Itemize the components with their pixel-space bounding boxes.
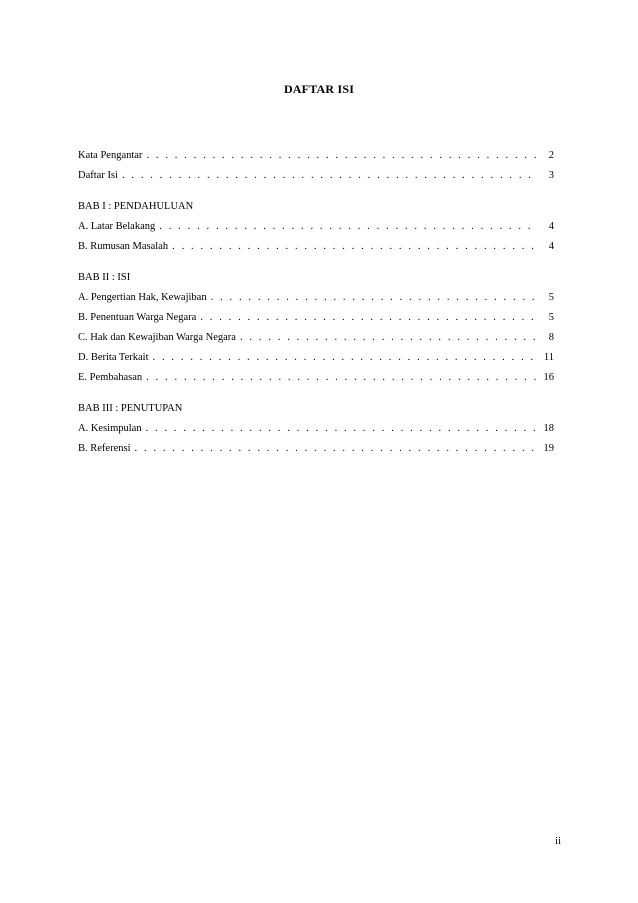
toc-entry[interactable] — [78, 312, 554, 332]
toc-entry-label: Daftar Isi — [78, 170, 118, 181]
toc-section-bab-1 — [78, 201, 554, 261]
toc-entry-page: 4 — [548, 241, 554, 252]
toc-dot-leader — [135, 443, 537, 454]
toc-dot-leader — [211, 292, 536, 303]
toc-entry[interactable] — [78, 332, 554, 352]
toc-entry-label: D. Berita Terkait — [78, 352, 149, 363]
page-number: ii — [555, 836, 561, 847]
toc-entry-label: E. Pembahasan — [78, 372, 143, 383]
toc-entry-page: 2 — [548, 150, 554, 161]
toc-title: DAFTAR ISI — [283, 82, 355, 96]
toc-entry-page: 8 — [548, 332, 554, 343]
toc-section-heading: BAB III : PENUTUPAN — [78, 403, 183, 414]
toc-entry[interactable] — [78, 292, 554, 312]
toc-entry[interactable] — [78, 221, 554, 241]
toc-dot-leader — [200, 312, 536, 323]
toc-entry-page: 11 — [543, 352, 554, 363]
toc-entry-page: 16 — [543, 372, 554, 383]
toc-entry[interactable] — [78, 150, 554, 170]
toc-entry-label: B. Penentuan Warga Negara — [78, 312, 197, 323]
toc-section-bab-3 — [78, 403, 554, 463]
toc-entry-label: A. Kesimpulan — [78, 423, 142, 434]
toc-entry[interactable] — [78, 443, 554, 463]
toc-dot-leader — [159, 221, 536, 232]
toc-entry-page: 19 — [543, 443, 554, 454]
toc-entry[interactable] — [78, 372, 554, 392]
toc-section-heading: BAB I : PENDAHULUAN — [78, 201, 194, 212]
toc-entry-page: 18 — [543, 423, 554, 434]
toc-section-bab-2 — [78, 272, 554, 392]
toc-entry-label: A. Latar Belakang — [78, 221, 156, 232]
toc-dot-leader — [122, 170, 536, 181]
toc-dot-leader — [146, 423, 536, 434]
toc-entry[interactable] — [78, 352, 554, 372]
toc-entry-page: 4 — [548, 221, 554, 232]
toc-entry-page: 3 — [548, 170, 554, 181]
toc-entry-label: C. Hak dan Kewajiban Warga Negara — [78, 332, 236, 343]
toc-entry[interactable] — [78, 170, 554, 190]
toc-dot-leader — [172, 241, 536, 252]
toc-entry[interactable] — [78, 423, 554, 443]
toc-entry-page: 5 — [548, 292, 554, 303]
toc-entry-label: A. Pengertian Hak, Kewajiban — [78, 292, 207, 303]
toc-dot-leader — [146, 150, 536, 161]
toc-section-heading: BAB II : ISI — [78, 272, 131, 283]
toc-dot-leader — [240, 332, 536, 343]
toc-entry-label: B. Rumusan Masalah — [78, 241, 169, 252]
toc-entry-label: Kata Pengantar — [78, 150, 143, 161]
toc-entry[interactable] — [78, 241, 554, 261]
toc-entry-label: B. Referensi — [78, 443, 131, 454]
toc-section-front-matter — [78, 150, 554, 190]
toc-entry-page: 5 — [548, 312, 554, 323]
toc-dot-leader — [146, 372, 536, 383]
table-of-contents — [78, 150, 554, 463]
toc-dot-leader — [153, 352, 536, 363]
